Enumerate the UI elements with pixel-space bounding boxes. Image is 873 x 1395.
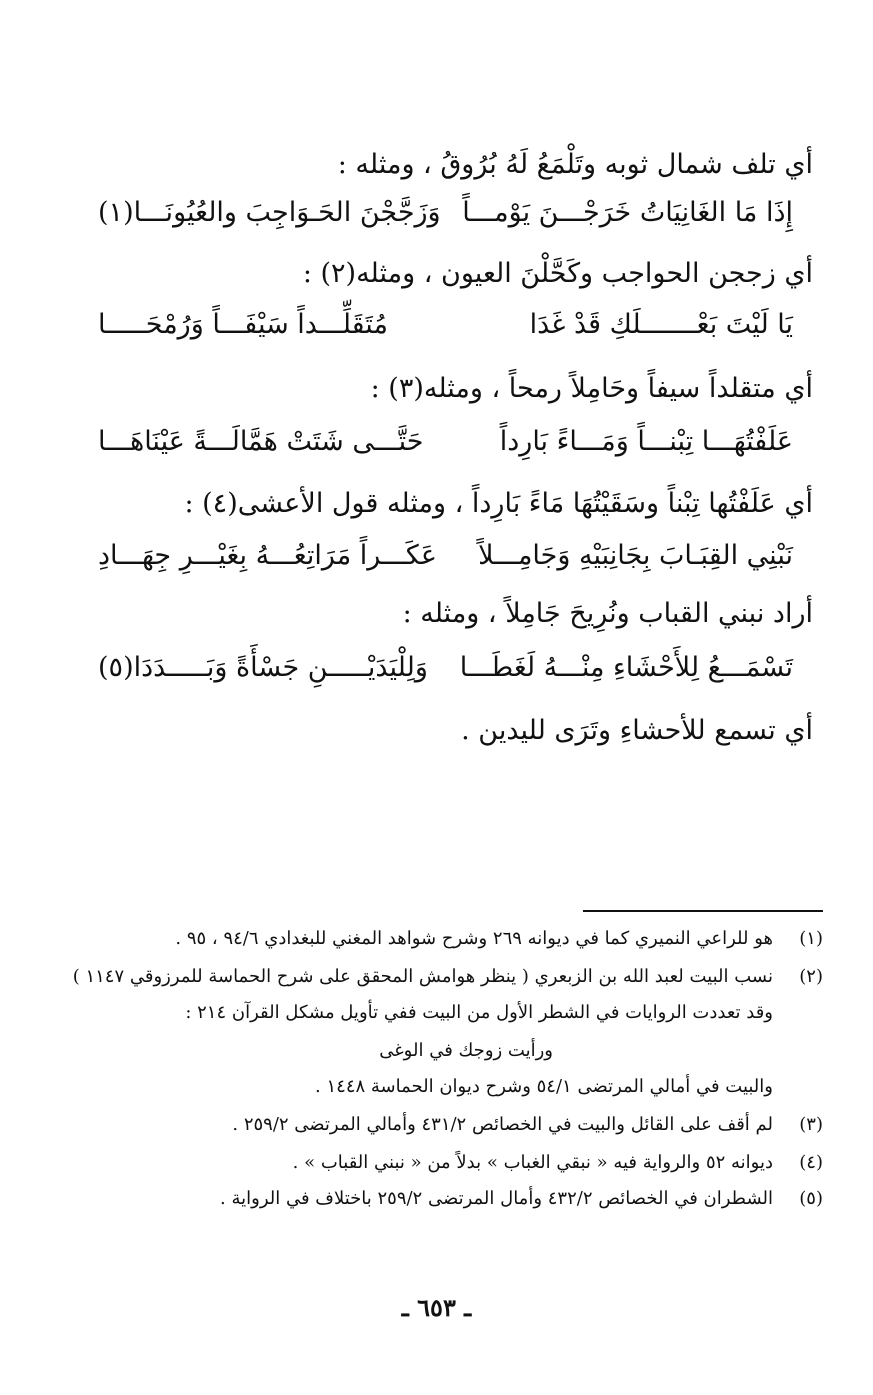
footnote-continuation: وقد تعددت الروايات في الشطر الأول من البيت ففي تأويل مشكل القرآن ٢١٤ : xyxy=(185,1002,773,1023)
footnote-quoted-verse: ورأيت زوجك في الوغى xyxy=(379,1040,553,1061)
verse xyxy=(98,422,813,462)
footnote-number: (٤) xyxy=(799,1152,823,1173)
body-line: أي متقلداً سيفاً وحَامِلاً رمحاً ، ومثله(٣) : xyxy=(370,373,813,404)
body-line: أي تلف شمال ثوبه وتَلْمَعُ لَهُ بُرُوقُ ، ومثله : xyxy=(337,149,813,180)
footnote-number: (٥) xyxy=(799,1188,823,1209)
verse xyxy=(98,305,813,345)
verse-second-hemistich: عَكَـــراً مَرَاتِعُـــهُ بِغَيْـــرِ جِهَـــادِ xyxy=(98,540,437,571)
footnote-number: (٢) xyxy=(799,966,823,987)
footnote-number: (٣) xyxy=(799,1114,823,1135)
verse-first-hemistich: عَلَفْتُهَـــا تِبْنـــاً وَمَـــاءً بَارِداً xyxy=(499,426,793,457)
footnote-text: هو للراعي النميري كما في ديوانه ٢٦٩ وشرح شواهد المغني للبغدادي ٩٤/٦ ، ٩٥ . xyxy=(175,928,773,949)
verse xyxy=(98,536,813,576)
verse-first-hemistich: يَا لَيْتَ بَعْـــــــلَكِ قَدْ غَدَا xyxy=(529,309,793,340)
verse-second-hemistich: وَزَجَّجْنَ الحَـوَاجِبَ والعُيُونَـــا(١) xyxy=(98,197,441,228)
verse-first-hemistich: نَبْنِي القِبَـابَ بِجَانِبَيْهِ وَجَامِـــلاً xyxy=(478,540,793,571)
footnote-text: نسب البيت لعبد الله بن الزبعري ( ينظر هوامش المحقق على شرح الحماسة للمرزوقي ١١٤٧ ) xyxy=(72,966,773,987)
verse-first-hemistich: تَسْمَـــعُ لِلأَحْشَاءِ مِنْـــهُ لَغَطَـــا xyxy=(459,652,793,683)
body-line: أي عَلَفْتُها تِبْناً وسَقَيْتُهَا مَاءً بَارِداً ، ومثله قول الأعشى(٤) : xyxy=(184,488,813,519)
verse-second-hemistich: وَلِلْيَدَيْـــــنِ جَسْأَةً وَبَـــــدَدَا(٥) xyxy=(98,652,428,683)
footnote-separator xyxy=(583,910,823,912)
footnote-text: لم أقف على القائل والبيت في الخصائص ٤٣١/٢ وأمالي المرتضى ٢٥٩/٢ . xyxy=(232,1114,773,1135)
verse xyxy=(98,193,813,233)
verse-first-hemistich: إِذَا مَا الغَانِيَاتُ خَرَجْـــنَ يَوْمـــاً xyxy=(462,197,793,228)
body-line: أراد نبني القباب ونُرِيحَ جَامِلاً ، ومثله : xyxy=(402,598,813,629)
verse-second-hemistich: حَتَّـــى شَتَتْ هَمَّالَـــةً عَيْنَاهَـــا xyxy=(98,426,424,457)
verse-second-hemistich: مُتَقَلِّـــداً سَيْفَـــاً وَرُمْحَـــــا xyxy=(98,309,388,340)
body-line: أي زججن الحواجب وكَحَّلْنَ العيون ، ومثله(٢) : xyxy=(302,258,813,289)
verse xyxy=(98,648,813,688)
page-number: ـ ٦٥٣ ـ xyxy=(401,1293,472,1322)
footnote-text: الشطران في الخصائص ٤٣٢/٢ وأمال المرتضى ٢٥٩/٢ باختلاف في الرواية . xyxy=(220,1188,773,1209)
body-line: أي تسمع للأحشاءِ وتَرَى لليدين . xyxy=(461,715,813,746)
footnote-continuation: والبيت في أمالي المرتضى ٥٤/١ وشرح ديوان الحماسة ١٤٤٨ . xyxy=(315,1076,773,1097)
footnote-text: ديوانه ٥٢ والرواية فيه « نبقي الغباب » بدلاً من « نبني القباب » . xyxy=(292,1152,773,1173)
footnote-number: (١) xyxy=(799,928,823,949)
